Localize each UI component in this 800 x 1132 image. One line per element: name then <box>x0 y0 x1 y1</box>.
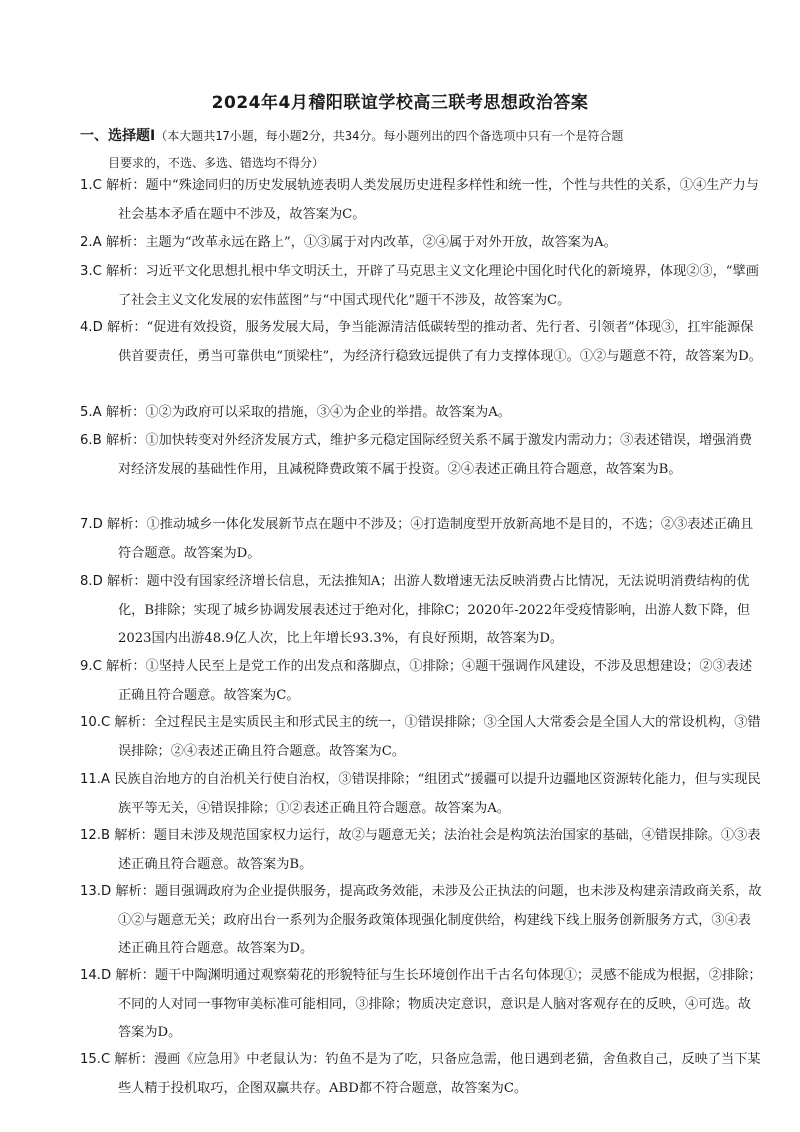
answer-text: 民族自治地方的自治机关行使自治权，③错误排除；“组团式”援疆可以提升边疆地区资源转化能力，但与实现民族平等无关，④错误排除；①②表述正确且符合题意。故答案为A。 <box>114 772 761 816</box>
answer-number: 6.B <box>80 433 102 448</box>
answer-text: 解析：题干中陶渊明通过观察菊花的形貌特征与生长环境创作出千古名句体现①；灵感不能成为根据，②排除；不同的人对同一事物审美标准可能相同，③排除；物质决定意识，意识是人脑对客观存在的反映，④可选。故答案为D。 <box>115 968 762 1040</box>
answer-item-15 <box>80 1046 764 1103</box>
answer-number: 9.C <box>80 659 102 674</box>
answer-item-5 <box>80 399 764 428</box>
answer-item-8 <box>80 568 764 654</box>
section-heading: 一、选择题Ⅰ <box>80 128 156 144</box>
answer-text: 解析：全过程民主是实质民主和形式民主的统一，①错误排除；③全国人大常委会是全国人大的常设机构，③错误排除；②④表述正确且符合题意。故答案为C。 <box>114 715 761 759</box>
answer-number: 4.D <box>80 320 103 335</box>
section-line-1 <box>80 123 720 150</box>
answer-number: 7.D <box>80 517 103 532</box>
page-title: 2024年4月稽阳联谊学校高三联考思想政治答案 <box>211 93 589 113</box>
answer-text: 解析：题中没有国家经济增长信息，无法推知A；出游人数增速无法反映消费占比情况，无法说明消费结构的优化，B排除；实现了城乡协调发展表述过于绝对化，排除C；2020年-2022年受疫情影响，出游人数下降，但2023国内出游48.9亿人次，比上年增长93.3%，有良好预期，故答案为D。 <box>106 574 751 646</box>
answer-item-6 <box>80 427 764 484</box>
answer-item-13 <box>80 878 764 964</box>
answer-number: 3.C <box>80 264 102 279</box>
answer-number: 10.C <box>80 715 111 730</box>
answer-text: 解析：习近平文化思想扎根中华文明沃土，开辟了马克思主义文化理论中国化时代化的新境界，体现②③，“擘画了社会主义文化发展的宏伟蓝图”与“中国式现代化”题干不涉及，故答案为C。 <box>106 264 759 308</box>
answer-text: 解析：题目强调政府为企业提供服务，提高政务效能，未涉及公正执法的问题，也未涉及构建亲清政商关系，故①②与题意无关；政府出台一系列为企服务政策体现强化制度供给，构建线下线上服务创新服务方式，③④表述正确且符合题意。故答案为D。 <box>115 884 762 956</box>
answer-text: 解析：①②为政府可以采取的措施，③④为企业的举措。故答案为A。 <box>105 405 511 420</box>
answer-text: 解析：题目未涉及规范国家权力运行，故②与题意无关；法治社会是构筑法治国家的基础，④错误排除。①③表述正确且符合题意。故答案为B。 <box>114 828 761 872</box>
answer-number: 14.D <box>80 968 112 983</box>
section-header <box>80 123 720 176</box>
answer-item-2 <box>80 229 764 258</box>
answer-item-3 <box>80 258 764 315</box>
answer-number: 15.C <box>80 1052 111 1067</box>
answer-text: 解析：漫画《应急用》中老鼠认为：钓鱼不是为了吃，只备应急需，他日遇到老猫，舍鱼救自己，反映了当下某些人精于投机取巧，企图双赢共存。ABD都不符合题意，故答案为C。 <box>114 1052 761 1096</box>
answer-text: 解析：“促进有效投资，服务发展大局，争当能源清洁低碳转型的推动者、先行者、引领者”体现③，扛牢能源保供首要责任，勇当可靠供电“顶梁柱”，为经济行稳致远提供了有力支撑体现①。①②与题意不符，故答案为D。 <box>106 320 762 364</box>
answer-text: 解析：①坚持人民至上是党工作的出发点和落脚点，①排除；④题干强调作风建设，不涉及思想建设；②③表述正确且符合题意。故答案为C。 <box>106 659 753 703</box>
answer-text: 解析：①加快转变对外经济发展方式，维护多元稳定国际经贸关系不属于激发内需动力；③表述错误，增强消费对经济发展的基础性作用，且减税降费政策不属于投资。②④表述正确且符合题意，故答案为B。 <box>105 433 753 477</box>
answer-item-9 <box>80 653 764 710</box>
section-note-2: 目要求的，不选、多选、错选均不得分） <box>108 156 325 170</box>
answer-number: 13.D <box>80 884 112 899</box>
answer-number: 5.A <box>80 405 102 420</box>
answer-item-11 <box>80 766 764 823</box>
answer-number: 1.C <box>80 178 102 193</box>
answer-text: 解析：主题为“改革永远在路上”，①③属于对内改革，②④属于对外开放，故答案为A。 <box>105 235 617 250</box>
answer-number: 11.A <box>80 772 110 787</box>
answer-text: 解析：①推动城乡一体化发展新节点在题中不涉及；④打造制度型开放新高地不是目的，不选；②③表述正确且符合题意。故答案为D。 <box>106 517 754 561</box>
answer-item-12 <box>80 822 764 879</box>
answer-number: 2.A <box>80 235 102 250</box>
answer-text: 解析：题中“殊途同归的历史发展轨迹表明人类发展历史进程多样性和统一性，个性与共性的关系，①④生产力与社会基本矛盾在题中不涉及，故答案为C。 <box>106 178 759 222</box>
answer-item-7 <box>80 511 764 568</box>
answer-item-1 <box>80 172 764 229</box>
answer-number: 8.D <box>80 574 103 589</box>
answer-item-10 <box>80 709 764 766</box>
answer-item-4 <box>80 314 764 371</box>
section-note-1: （本大题共17小题，每小题2分，共34分。每小题列出的四个备选项中只有一个是符合题 <box>155 129 624 143</box>
answer-number: 12.B <box>80 828 111 843</box>
answer-item-14 <box>80 962 764 1048</box>
